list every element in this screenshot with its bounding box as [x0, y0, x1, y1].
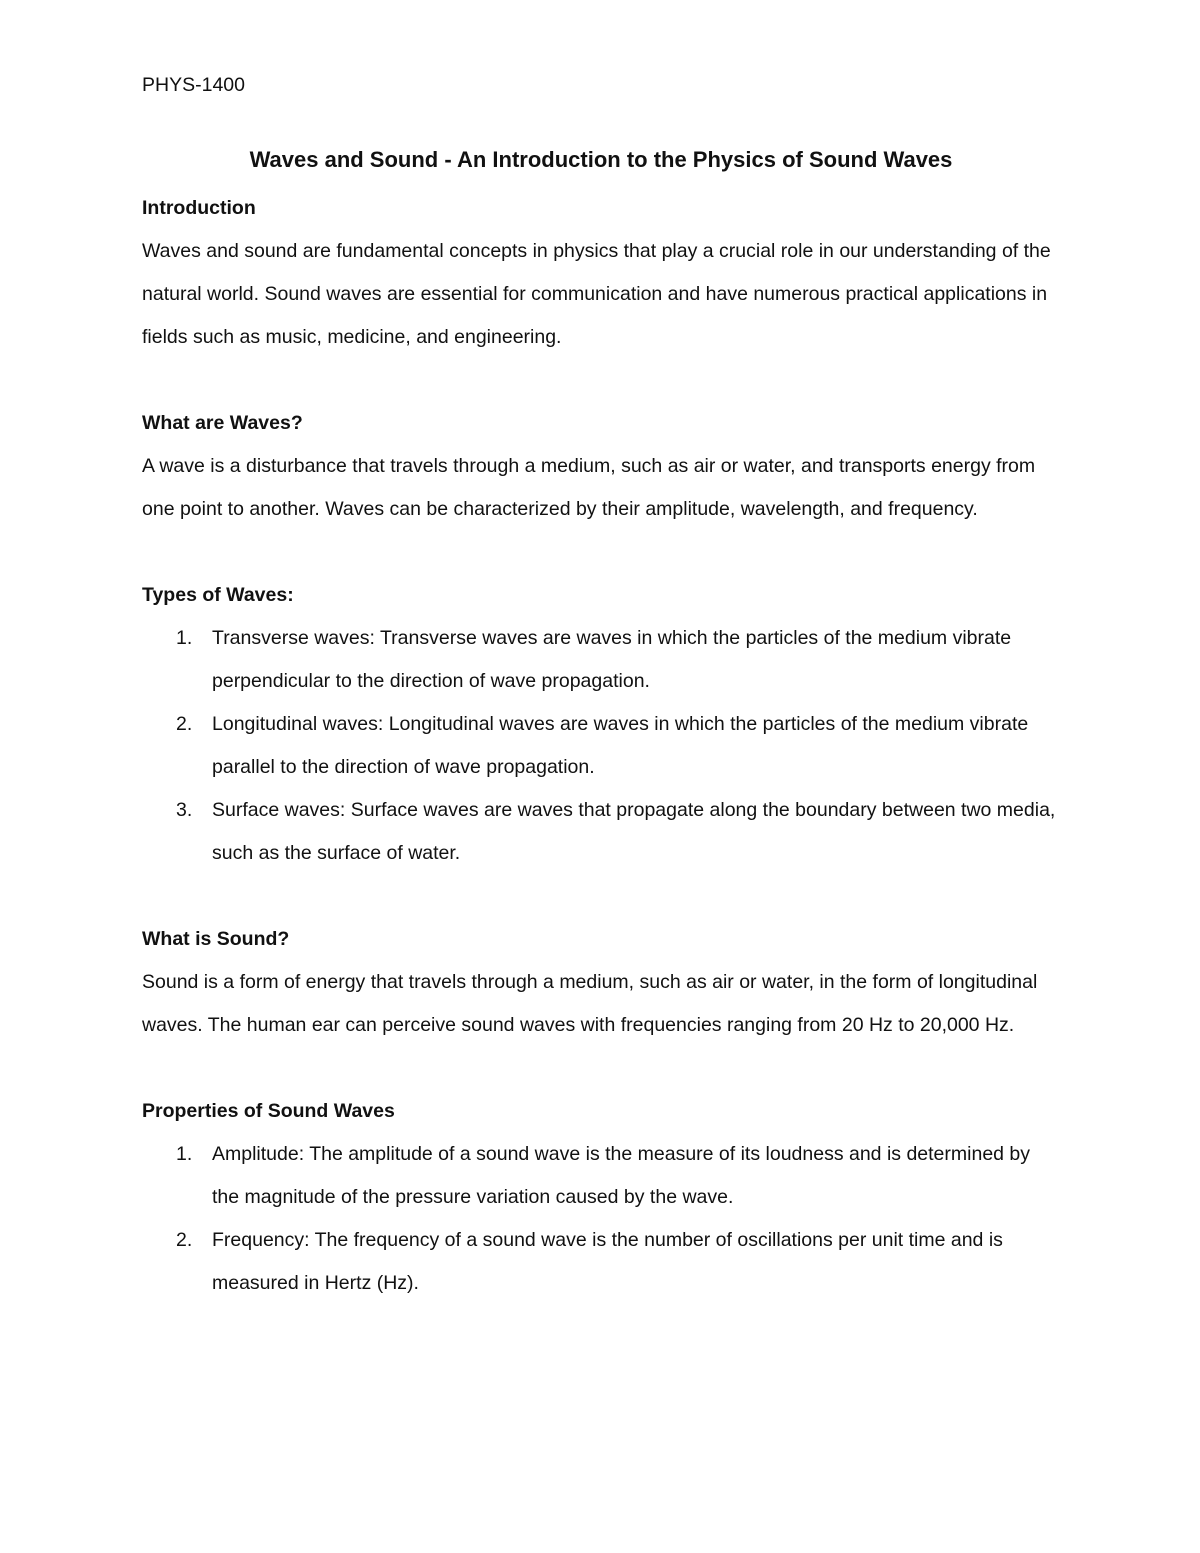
sound-section — [142, 918, 1060, 1047]
sound-paragraph: Sound is a form of energy that travels through a medium, such as air or water, in the form of longitudinal waves. The human ear can perceive sound waves with frequencies ranging from 20 Hz to 20,000 Hz. — [142, 971, 1038, 1036]
list-item-text: Surface waves: Surface waves are waves that propagate along the boundary between two media, such as the surface of water. — [212, 799, 1056, 864]
sound-heading: What is Sound? — [142, 928, 290, 950]
properties-section — [142, 1090, 1060, 1305]
list-number: 1. — [176, 627, 193, 649]
list-number: 2. — [176, 1229, 193, 1251]
list-item-text: Transverse waves: Transverse waves are waves in which the particles of the medium vibrate perpendicular to the direction of wave propagation. — [212, 627, 1012, 692]
list-item — [142, 1133, 1060, 1219]
types-section — [142, 574, 1060, 875]
types-heading: Types of Waves: — [142, 584, 294, 606]
types-list — [142, 617, 1060, 875]
document-page — [142, 70, 1060, 1305]
list-number: 2. — [176, 713, 193, 735]
intro-heading: Introduction — [142, 197, 256, 219]
list-item-text: Frequency: The frequency of a sound wave is the number of oscillations per unit time and is measured in Hertz (Hz). — [212, 1229, 1003, 1294]
list-number: 3. — [176, 799, 193, 821]
list-item-text: Longitudinal waves: Longitudinal waves are waves in which the particles of the medium vibrate parallel to the direction of wave propagation. — [212, 713, 1029, 778]
list-item — [142, 703, 1060, 789]
list-item-text: Amplitude: The amplitude of a sound wave is the measure of its loudness and is determined by the magnitude of the pressure variation caused by the wave. — [212, 1143, 1031, 1208]
course-header: PHYS-1400 — [142, 74, 245, 96]
properties-heading: Properties of Sound Waves — [142, 1100, 395, 1122]
document-title: Waves and Sound - An Introduction to the Physics of Sound Waves — [249, 147, 953, 172]
waves-heading: What are Waves? — [142, 412, 303, 434]
list-item — [142, 789, 1060, 875]
waves-section — [142, 402, 1060, 531]
list-item — [142, 1219, 1060, 1305]
list-number: 1. — [176, 1143, 193, 1165]
intro-section — [142, 187, 1060, 359]
waves-paragraph: A wave is a disturbance that travels through a medium, such as air or water, and transports energy from one point to another. Waves can be characterized by their amplitude, wavelength, and frequency. — [142, 455, 1036, 520]
properties-list — [142, 1133, 1060, 1305]
list-item — [142, 617, 1060, 703]
intro-paragraph: Waves and sound are fundamental concepts in physics that play a crucial role in our understanding of the natural world. Sound waves are essential for communication and have numerous practical applications in fields such as music, medicine, and engineering. — [142, 240, 1051, 348]
